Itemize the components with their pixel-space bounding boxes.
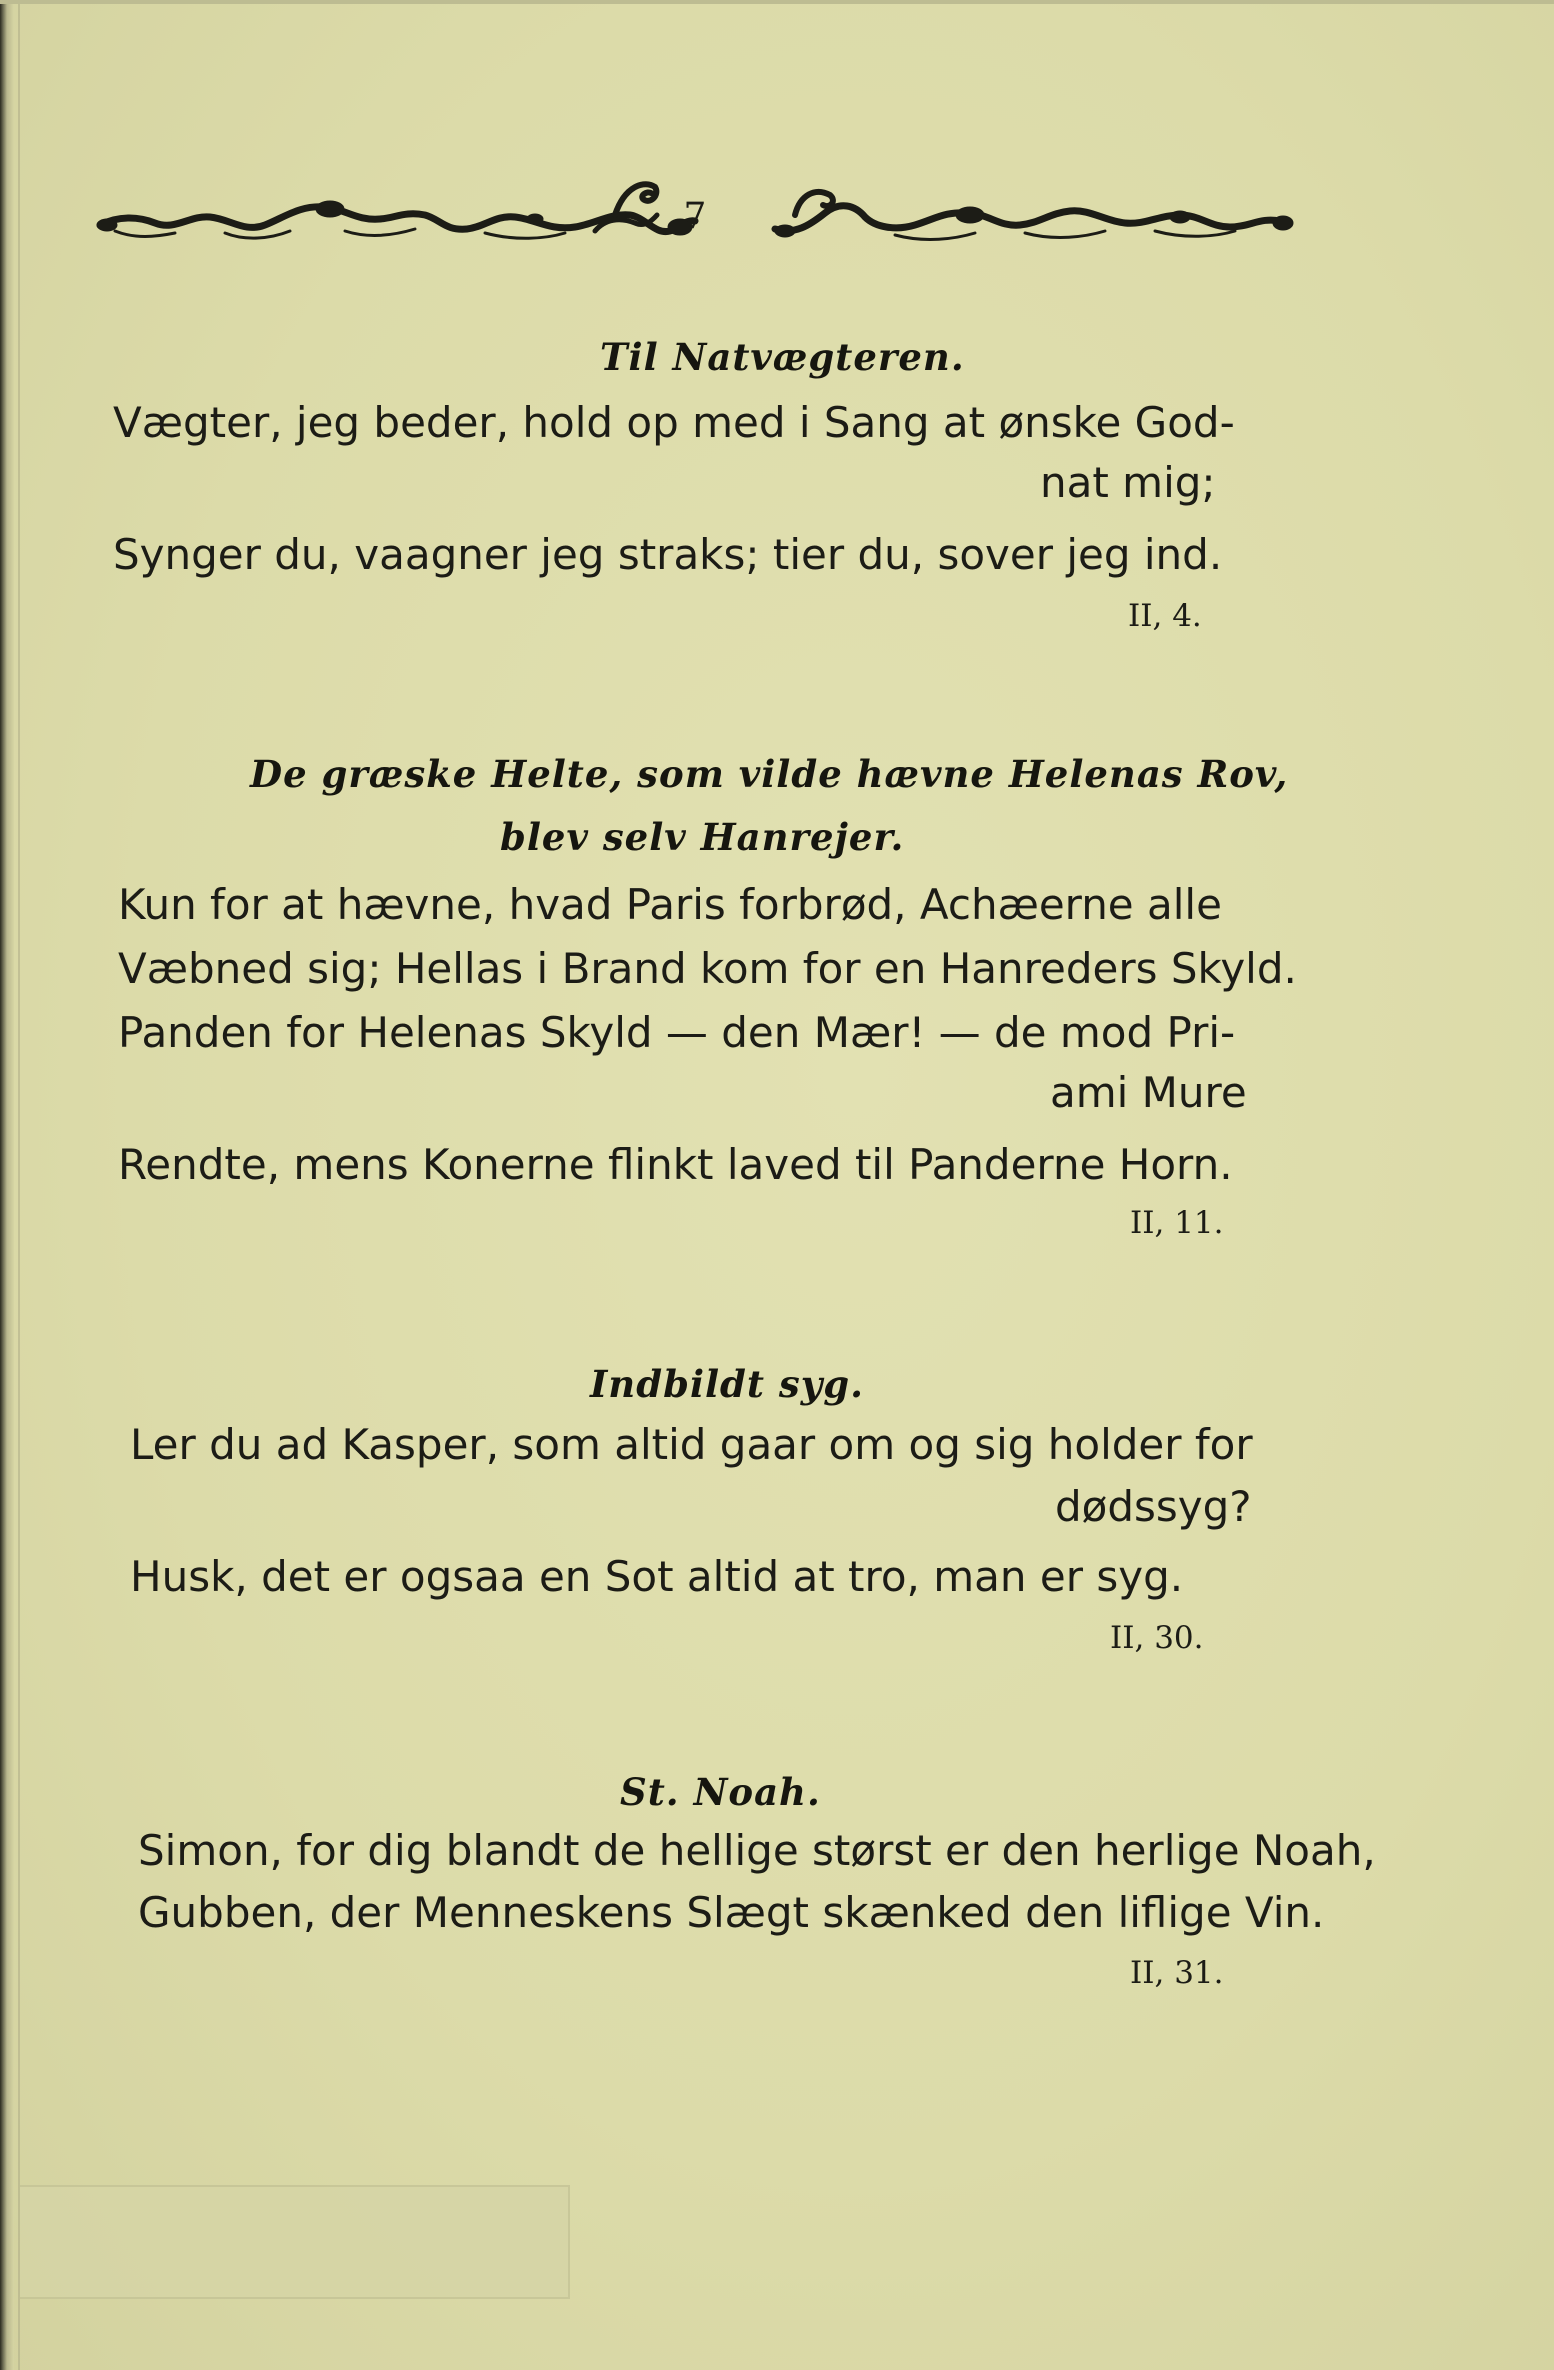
poem-line: nat mig;: [1040, 458, 1216, 507]
poem-line: Ler du ad Kasper, som altid gaar om og sig holder for: [130, 1420, 1253, 1469]
poem-reference: II, 30.: [1110, 1620, 1204, 1656]
poem-line: dødssyg?: [1055, 1482, 1252, 1531]
poem-line: Rendte, mens Konerne flinkt laved til Panderne Horn.: [118, 1140, 1233, 1189]
poem-line: Synger du, vaagner jeg straks; tier du, sover jeg ind.: [113, 530, 1223, 579]
poem-reference: II, 4.: [1128, 598, 1202, 634]
poem-line: Panden for Helenas Skyld — den Mær! — de mod Pri-: [118, 1008, 1236, 1057]
poem-line: Vægter, jeg beder, hold op med i Sang at ønske God-: [113, 398, 1235, 447]
poem-reference: II, 31.: [1130, 1955, 1224, 1991]
page-top-edge: [0, 0, 1554, 4]
poem-reference: II, 11.: [1130, 1205, 1224, 1241]
poem-line: ami Mure: [1050, 1068, 1247, 1117]
poem-line: Simon, for dig blandt de hellige størst er den herlige Noah,: [138, 1826, 1376, 1875]
paper-stain: [20, 2185, 570, 2299]
poem-line: Gubben, der Menneskens Slægt skænked den liflige Vin.: [138, 1888, 1325, 1937]
poem-line: Husk, det er ogsaa en Sot altid at tro, man er syg.: [130, 1552, 1184, 1601]
poem-title: De græske Helte, som vilde hævne Helenas Rov,: [250, 752, 1289, 796]
poem-line: Kun for at hævne, hvad Paris forbrød, Achæerne alle: [118, 880, 1222, 929]
poem-title: Til Natvægteren.: [600, 335, 965, 379]
poem-title: blev selv Hanrejer.: [500, 815, 905, 859]
page-number: 7: [683, 196, 707, 237]
page-binding-edge: [0, 0, 14, 2370]
poem-title: Indbildt syg.: [590, 1362, 864, 1406]
page-margin-line: [18, 0, 20, 2370]
poem-title: St. Noah.: [620, 1770, 821, 1814]
poem-line: Væbned sig; Hellas i Brand kom for en Hanreders Skyld.: [118, 944, 1297, 993]
